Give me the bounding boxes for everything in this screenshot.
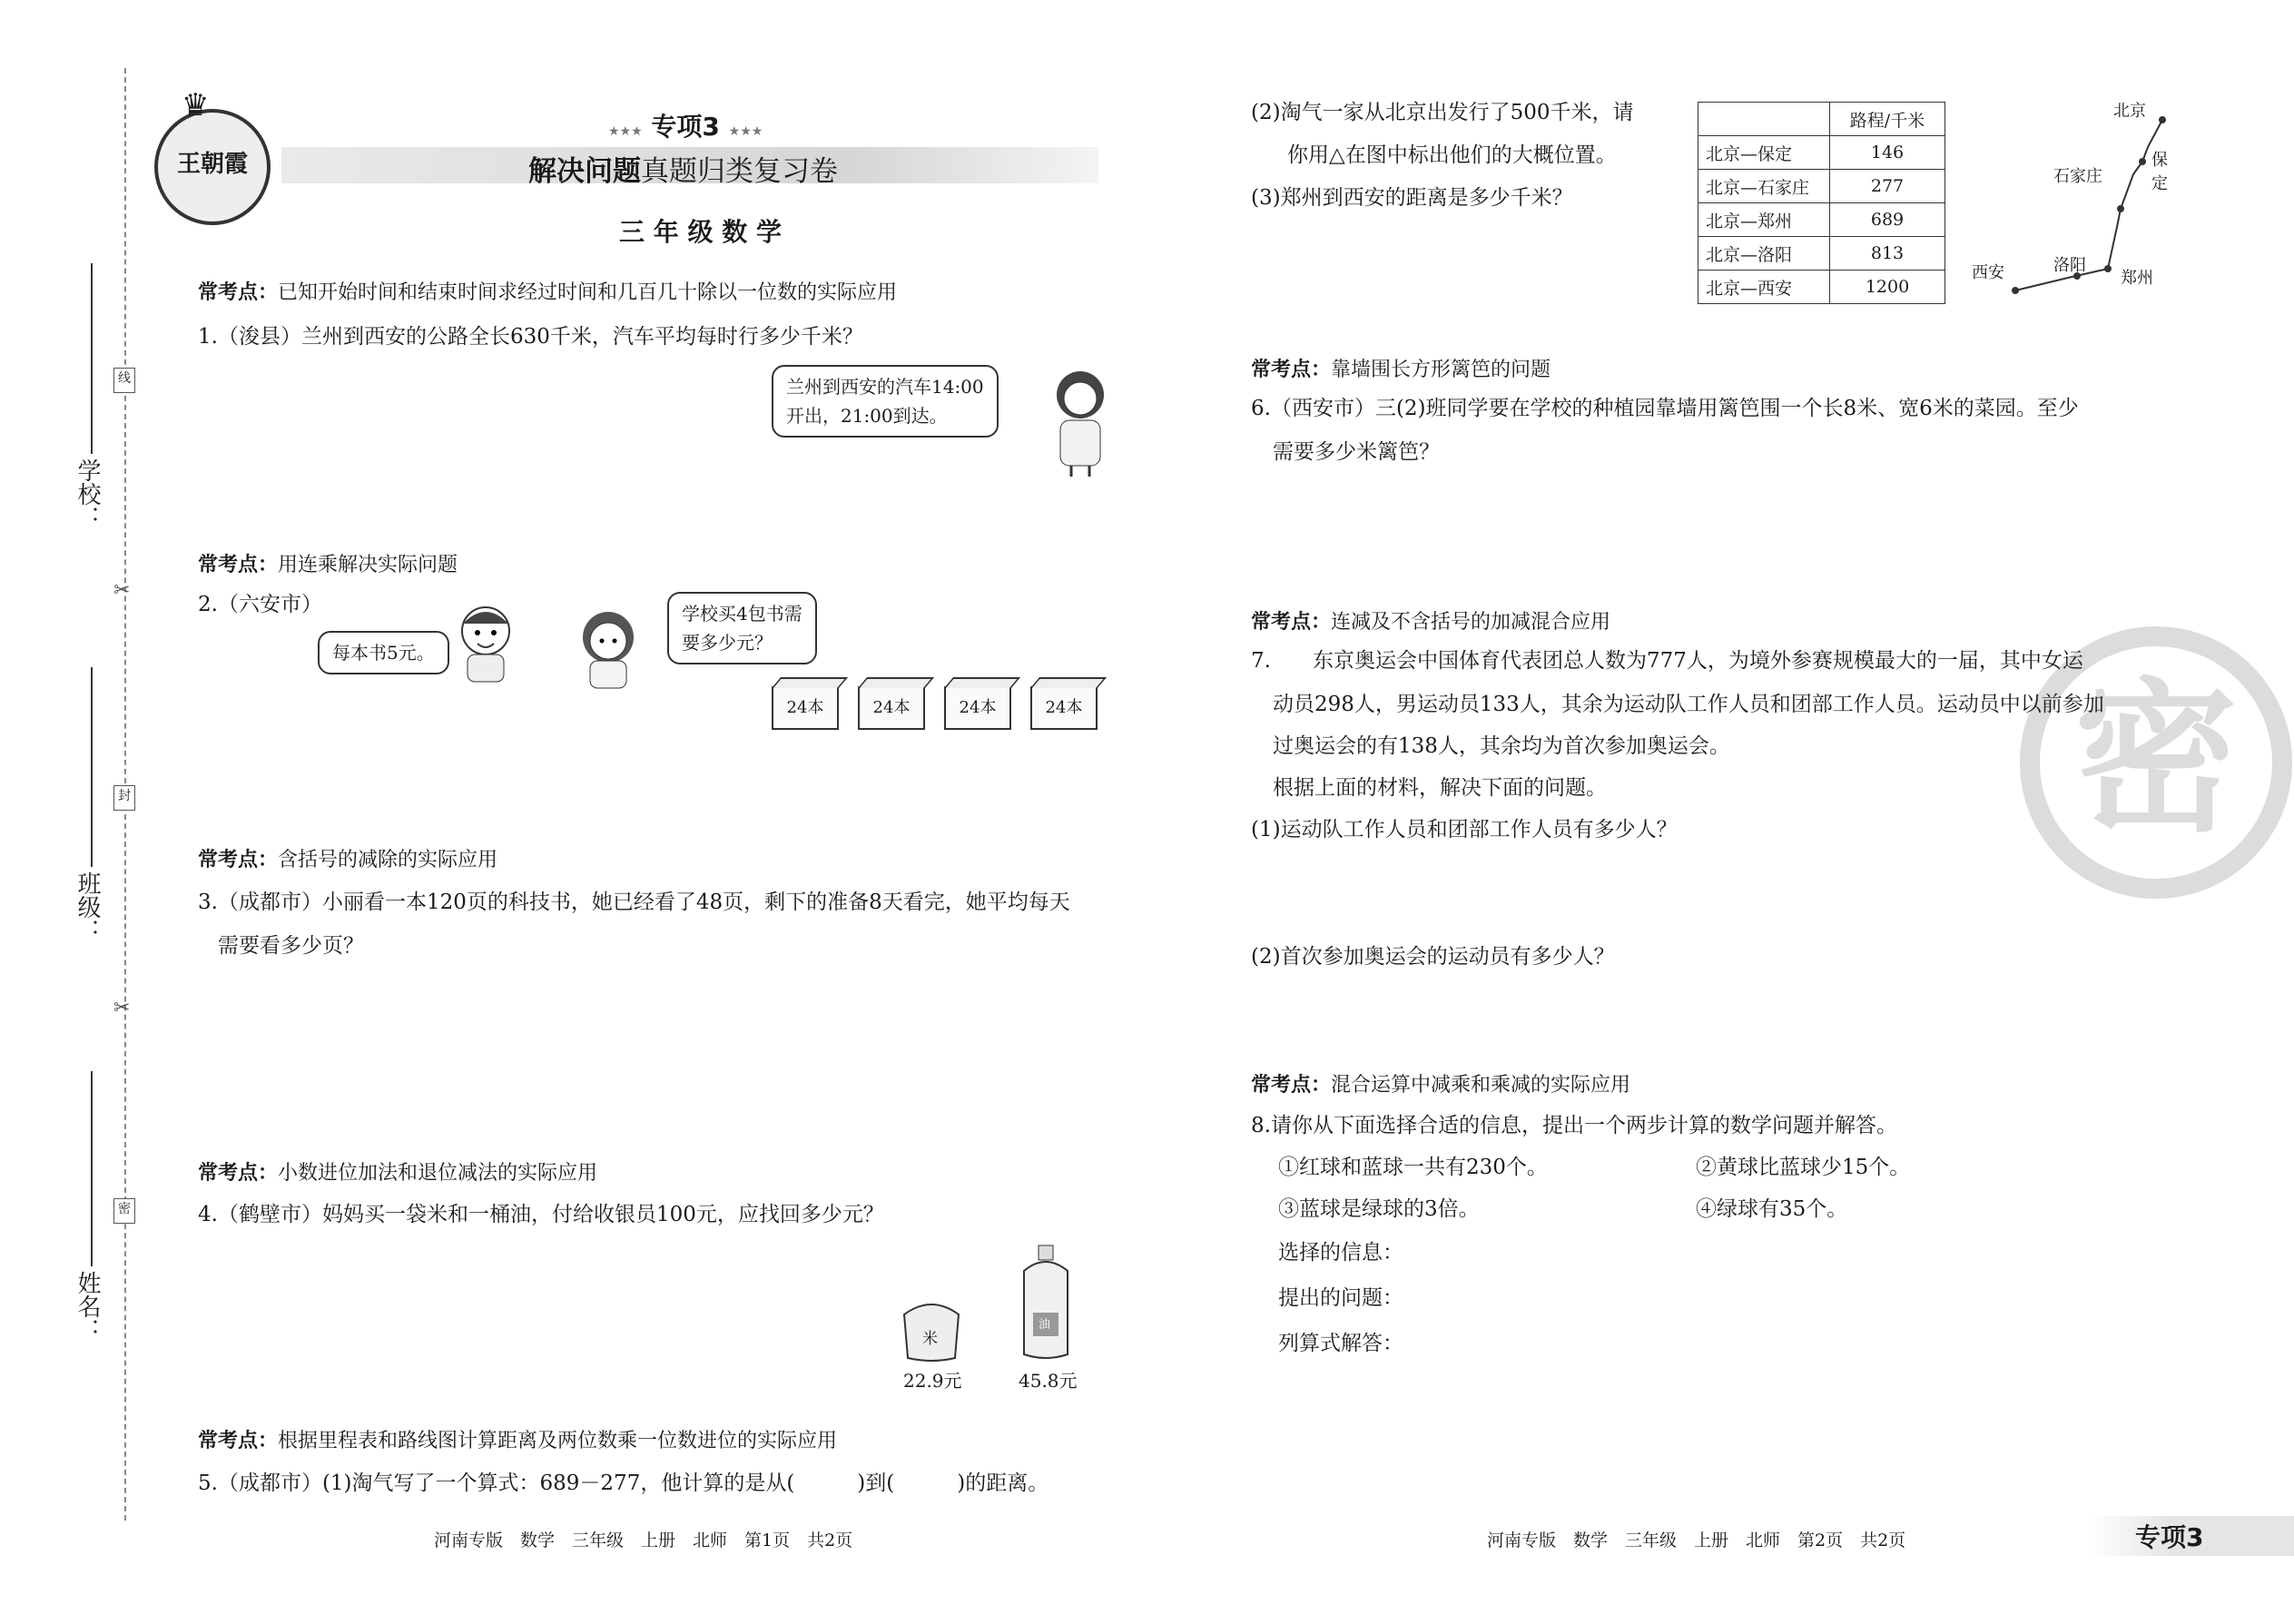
table-row: 北京—保定 146 <box>1698 136 1945 170</box>
question-label: 提出的问题： <box>1278 1286 1403 1310</box>
line-mark: 线 <box>113 368 135 393</box>
secret-watermark: 密 <box>2020 626 2292 899</box>
book-pack: 24本 <box>772 686 839 730</box>
question-6-line1: 6.（西安市）三(2)班同学要在学校的种植园靠墙用篱笆围一个长8米、宽6米的菜园。至少 <box>1251 397 2079 420</box>
secret-mark: 密 <box>113 1198 135 1224</box>
footer-right: 河南专版 数学 三年级 上册 北师 第2页 共2页 <box>1487 1530 1906 1550</box>
table-row: 北京—洛阳 813 <box>1698 237 1945 271</box>
book-pack: 24本 <box>944 686 1011 730</box>
key-point-1: 常考点：已知开始时间和结束时间求经过时间和几百几十除以一位数的实际应用 <box>198 281 898 304</box>
question-3-line1: 3.（成都市）小丽看一本120页的科技书，她已经看了48页，剩下的准备8天看完，她平均每天 <box>198 891 1070 914</box>
book-pack: 24本 <box>1030 686 1098 730</box>
logo: 王朝霞 <box>154 109 271 225</box>
table-row: 北京—郑州 689 <box>1698 203 1945 237</box>
table-row: 北京—西安 1200 <box>1698 271 1945 304</box>
speech-bubble-question: 学校买4包书需 要多少元？ <box>667 592 817 664</box>
book-pack: 24本 <box>858 686 925 730</box>
class-line <box>91 667 93 867</box>
crown-icon: ♛ <box>182 87 210 123</box>
route-map <box>1961 91 2179 309</box>
corner-label: 专项3 <box>2135 1522 2204 1552</box>
info-option-1: ①红球和蓝球一共有230个。 <box>1278 1156 1548 1179</box>
question-7-line4: 根据上面的材料，解决下面的问题。 <box>1273 776 1607 800</box>
girl-illustration <box>1044 368 1117 477</box>
speech-bubble-q1: 兰州到西安的汽车14:00 开出，21:00到达。 <box>772 365 999 438</box>
star-icon: ★★★ <box>728 124 763 139</box>
question-5-3: (3)郑州到西安的距离是多少千米？ <box>1251 186 1573 210</box>
footer-left: 河南专版 数学 三年级 上册 北师 第1页 共2页 <box>434 1530 853 1550</box>
speech-bubble-price: 每本书5元。 <box>318 631 449 674</box>
info-option-2: ②黄球比蓝球少15个。 <box>1696 1156 1911 1179</box>
binding-margin <box>0 0 136 1624</box>
rice-bag: 米 <box>897 1298 966 1362</box>
key-point-8: 常考点：混合运算中减乘和乘减的实际应用 <box>1251 1074 1631 1097</box>
info-option-4: ④绿球有35个。 <box>1696 1197 1848 1221</box>
key-point-5: 常考点：根据里程表和路线图计算距离及两位数乘一位数进位的实际应用 <box>198 1430 838 1452</box>
key-point-2: 常考点：用连乘解决实际问题 <box>198 554 458 576</box>
oil-bottle: 油 <box>1019 1244 1073 1362</box>
question-7-line3: 过奥运会的有138人，其余均为首次参加奥运会。 <box>1273 734 1730 758</box>
question-7-2: (2)首次参加奥运会的运动员有多少人？ <box>1251 945 1615 969</box>
key-point-4: 常考点：小数进位加法和退位减法的实际应用 <box>198 1162 598 1185</box>
question-5-1: 5.（成都市）(1)淘气写了一个算式：689－277，他计算的是从( )到( )的距离。 <box>198 1471 1049 1495</box>
map-label-shijiazhuang: 石家庄 <box>2053 167 2102 186</box>
question-7-1: (1)运动队工作人员和团部工作人员有多少人？ <box>1251 818 1678 842</box>
question-5-2-line1: (2)淘气一家从北京出发行了500千米，请 <box>1251 101 1634 124</box>
distance-table <box>1698 102 1945 304</box>
map-label-xian: 西安 <box>1972 263 2004 282</box>
map-label-luoyang: 洛阳 <box>2053 256 2086 275</box>
question-7-line1: 7. 东京奥运会中国体育代表团总人数为777人，为境外参赛规模最大的一届，其中女运 <box>1251 649 2083 673</box>
scissors-icon: ✂ <box>113 579 131 602</box>
page-title: 解决问题真题归类复习卷 <box>528 155 838 188</box>
school-line <box>91 263 93 454</box>
key-point-3: 常考点：含括号的减除的实际应用 <box>198 849 498 871</box>
table-header: 路程/千米 <box>1698 103 1945 136</box>
map-label-baoding: 保定 <box>2151 151 2168 193</box>
selected-info-label: 选择的信息： <box>1278 1241 1403 1265</box>
question-8: 8.请你从下面选择合适的信息，提出一个两步计算的数学问题并解答。 <box>1251 1114 1897 1137</box>
solve-label: 列算式解答： <box>1278 1332 1403 1355</box>
boy-illustration <box>454 604 517 685</box>
map-label-zhengzhou: 郑州 <box>2121 269 2153 288</box>
question-4: 4.（鹤壁市）妈妈买一袋米和一桶油，付给收银员100元，应找回多少元？ <box>198 1203 884 1226</box>
seal-mark: 封 <box>113 785 135 811</box>
key-point-6: 常考点：靠墙围长方形篱笆的问题 <box>1251 359 1551 381</box>
question-3-line2: 需要看多少页？ <box>218 934 364 958</box>
table-row: 北京—石家庄 277 <box>1698 170 1945 203</box>
map-label-beijing: 北京 <box>2113 102 2146 121</box>
question-5-2-line2: 你用△在图中标出他们的大概位置。 <box>1287 143 1617 167</box>
question-7-line2: 动员298人，男运动员133人，其余为运动队工作人员和团部工作人员。运动员中以前参加 <box>1273 693 2104 716</box>
girl2-illustration <box>576 608 640 690</box>
rice-price: 22.9元 <box>903 1370 962 1392</box>
page-subtitle: 三 年 级 数 学 <box>619 217 782 247</box>
badge: ★★★ 专项3 ★★★ <box>608 112 763 142</box>
question-1: 1.（浚县）兰州到西安的公路全长630千米，汽车平均每时行多少千米？ <box>198 325 863 349</box>
school-label: 学校： <box>74 458 101 529</box>
scissors-icon: ✂ <box>113 997 131 1019</box>
star-icon: ★★★ <box>608 124 643 139</box>
oil-price: 45.8元 <box>1019 1370 1078 1392</box>
question-2: 2.（六安市） <box>198 593 322 616</box>
name-label: 姓名： <box>74 1271 101 1342</box>
info-option-3: ③蓝球是绿球的3倍。 <box>1278 1197 1480 1221</box>
key-point-7: 常考点：连减及不含括号的加减混合应用 <box>1251 611 1611 634</box>
name-line <box>91 1071 93 1266</box>
class-label: 班级： <box>74 871 101 942</box>
question-6-line2: 需要多少米篱笆？ <box>1273 440 1440 464</box>
